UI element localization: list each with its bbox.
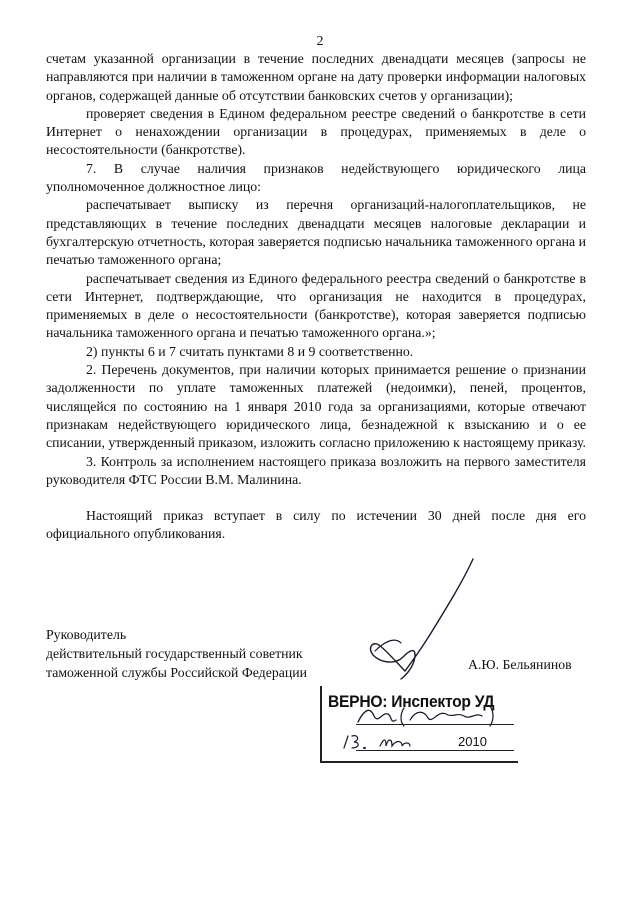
signatory-position: Руководитель	[46, 627, 127, 642]
paragraph: распечатывает сведения из Единого федерального реестра сведений о банкротстве в сети Интернет, подтверждающие, что организация не находится в процедурах, применяемых в деле о несостоятельности (банкротстве), которая заверяется подписью начальника таможенного органа и печатью таможенного органа.»;	[46, 270, 586, 341]
paragraph: 2. Перечень документов, при наличии которых принимается решение о признании задолженности по уплате таможенных платежей (недоимки), пеней, процентов, числящейся по состоянию на 1 января 2010 года за организациями, которые отвечают признакам недействующего юридического лица, безнадежной к взысканию и о ее списании, утвержденный приказом, изложить согласно приложению к настоящему приказу.	[46, 362, 586, 451]
page-number: 2	[316, 34, 324, 49]
paragraph: 2) пункты 6 и 7 считать пунктами 8 и 9 соответственно.	[86, 343, 414, 359]
stamp-year: 2010	[458, 734, 487, 749]
stamp-handwritten-signature	[354, 702, 514, 728]
paragraph: 3. Контроль за исполнением настоящего приказа возложить на первого заместителя руководителя ФТС России В.М. Малинина.	[46, 453, 586, 487]
stamp-title: ВЕРНО: Инспектор УД	[328, 692, 495, 711]
paragraph-effective-date: Настоящий приказ вступает в силу по истечении 30 дней после дня его официального опубликования.	[46, 508, 586, 542]
paragraph: распечатывает выписку из перечня организаций-налогоплательщиков, не представляющих в течение последних двенадцати месяцев налоговые декларации и бухгалтерскую отчетность, которая заверяется подписью начальника таможенного органа и печатью таможенного органа;	[46, 197, 586, 268]
paragraph: счетам указанной организации в течение последних двенадцати месяцев (запросы не направляются при наличии в таможенном органе на дату проверки информации налоговых органов, содержащей данные об отсутствии банковских счетов у организации);	[46, 51, 586, 103]
paragraph: 7. В случае наличия признаков недействующего юридического лица уполномоченное должностное лицо:	[46, 160, 586, 195]
document-body	[46, 50, 586, 544]
signatory-rank-continued: таможенной службы Российской Федерации	[46, 665, 307, 680]
certification-stamp	[320, 686, 516, 761]
signatory-rank: действительный государственный советник	[46, 646, 303, 661]
signatory-name: А.Ю. Бельянинов	[468, 657, 572, 672]
signatory-block	[46, 625, 307, 682]
paragraph: проверяет сведения в Едином федеральном реестре сведений о банкротстве в сети Интернет о ненахождении организации в процедурах, применяемых в деле о несостоятельности (банкротстве).	[46, 105, 586, 158]
stamp-handwritten-date	[340, 730, 456, 752]
